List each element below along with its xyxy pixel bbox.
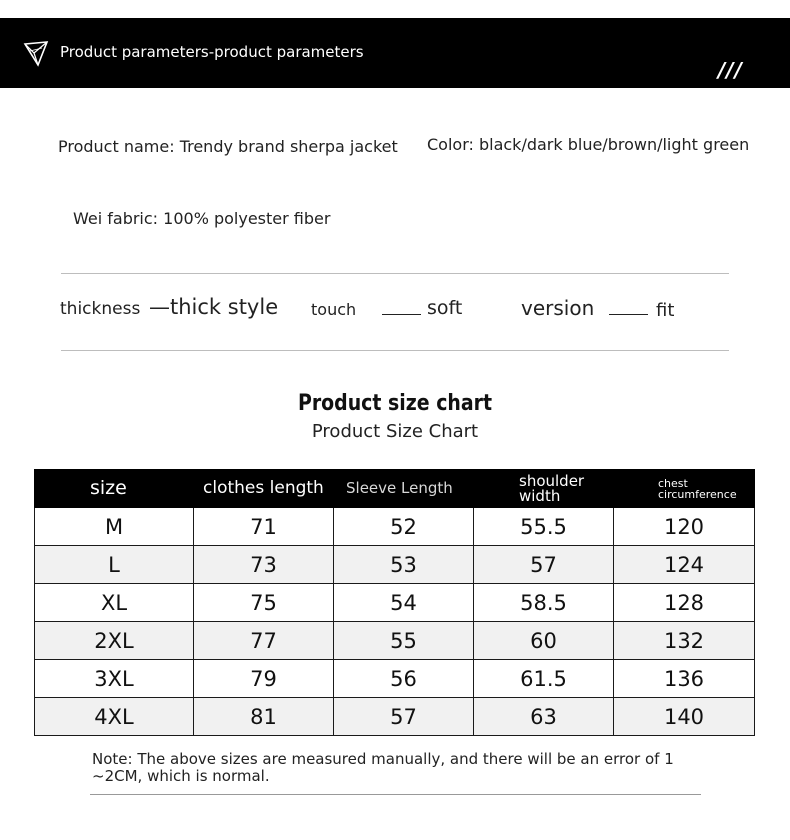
decorative-slashes: /// xyxy=(718,58,743,82)
cell-shoulder-width: 60 xyxy=(474,622,614,660)
cell-sleeve-length: 55 xyxy=(334,622,474,660)
thickness-value: —thick style xyxy=(149,295,279,319)
table-row xyxy=(35,508,755,546)
thickness-label: thickness xyxy=(60,299,141,319)
cell-sleeve-length: 52 xyxy=(334,508,474,546)
divider-top xyxy=(61,273,729,274)
size-chart-title: Product size chart xyxy=(297,391,493,416)
cell-shoulder-width: 58.5 xyxy=(474,584,614,622)
cell-clothes-length: 77 xyxy=(194,622,334,660)
cell-size: 2XL xyxy=(35,622,194,660)
cell-size: 3XL xyxy=(35,660,194,698)
cell-clothes-length: 81 xyxy=(194,698,334,736)
cell-size: L xyxy=(35,546,194,584)
product-name: Product name: Trendy brand sherpa jacket xyxy=(58,137,398,156)
header-clothes-length: clothes length xyxy=(194,470,334,508)
header-sleeve-length: Sleeve Length xyxy=(334,470,474,508)
product-fabric: Wei fabric: 100% polyester fiber xyxy=(73,209,331,228)
header-bar xyxy=(0,18,790,88)
header-chest-circumference: chest circumference xyxy=(614,470,755,508)
measurement-note: Note: The above sizes are measured manually, and there will be an error of 1 ~2CM, which is normal. xyxy=(92,750,674,785)
version-value: fit xyxy=(656,300,675,321)
cell-chest: 120 xyxy=(614,508,755,546)
table-row xyxy=(35,698,755,736)
touch-underline xyxy=(382,314,421,315)
cell-chest: 132 xyxy=(614,622,755,660)
cell-clothes-length: 79 xyxy=(194,660,334,698)
cell-size: 4XL xyxy=(35,698,194,736)
cell-chest: 140 xyxy=(614,698,755,736)
cell-shoulder-width: 61.5 xyxy=(474,660,614,698)
table-row xyxy=(35,660,755,698)
touch-value: soft xyxy=(427,297,463,319)
table-row xyxy=(35,546,755,584)
cell-sleeve-length: 57 xyxy=(334,698,474,736)
version-label: version xyxy=(521,296,595,320)
header-size: size xyxy=(35,470,194,508)
cell-sleeve-length: 54 xyxy=(334,584,474,622)
cell-shoulder-width: 63 xyxy=(474,698,614,736)
header-title: Product parameters-product parameters xyxy=(60,43,364,61)
touch-label: touch xyxy=(311,300,357,319)
product-color: Color: black/dark blue/brown/light green xyxy=(427,135,750,154)
note-divider xyxy=(90,794,701,795)
cell-sleeve-length: 56 xyxy=(334,660,474,698)
cell-shoulder-width: 57 xyxy=(474,546,614,584)
header-shoulder-width: shoulder width xyxy=(474,470,614,508)
cell-clothes-length: 73 xyxy=(194,546,334,584)
divider-bottom xyxy=(61,350,729,351)
cell-chest: 128 xyxy=(614,584,755,622)
size-chart-subtitle: Product Size Chart xyxy=(311,421,479,442)
cell-clothes-length: 75 xyxy=(194,584,334,622)
size-chart-table xyxy=(34,469,755,736)
table-row xyxy=(35,584,755,622)
cell-size: XL xyxy=(35,584,194,622)
cell-clothes-length: 71 xyxy=(194,508,334,546)
version-underline xyxy=(609,314,648,315)
cell-sleeve-length: 53 xyxy=(334,546,474,584)
cell-size: M xyxy=(35,508,194,546)
cell-chest: 136 xyxy=(614,660,755,698)
cell-shoulder-width: 55.5 xyxy=(474,508,614,546)
geometric-logo-icon xyxy=(22,39,50,67)
table-header-row xyxy=(35,470,755,508)
cell-chest: 124 xyxy=(614,546,755,584)
table-row xyxy=(35,622,755,660)
